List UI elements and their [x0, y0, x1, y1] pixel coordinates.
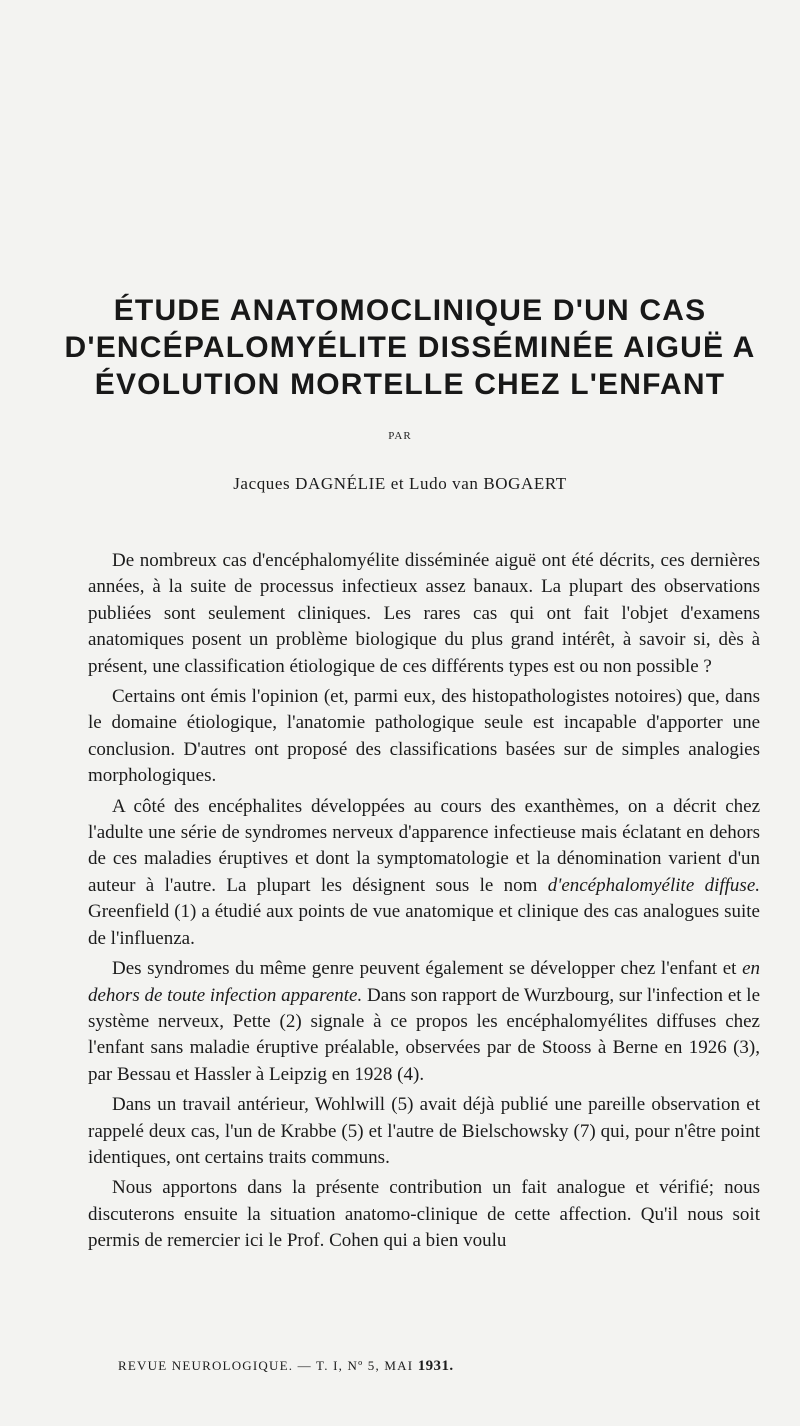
- byline-label: PAR: [388, 430, 412, 442]
- article-title: [60, 292, 760, 403]
- paragraph-4-text-b: Dans son rapport de Wurzbourg, sur l'infection et le système nerveux, Pette (2) signale à ce propos les encéphalomyélites diffuses chez l'enfant sans maladie éruptive préalable, observées par de Stooss à Berne en 1926 (3), par Bessau et Hassler à Leipzig en 1928 (4).: [88, 984, 760, 1085]
- running-footer: [118, 1358, 718, 1375]
- footer-journal: REVUE NEUROLOGIQUE. — T. I, Nº 5, MAI: [118, 1358, 418, 1373]
- footer-year: 1931.: [417, 1358, 454, 1374]
- title-line-3: ÉVOLUTION MORTELLE CHEZ L'ENFANT: [94, 368, 726, 401]
- paragraph-1: De nombreux cas d'encéphalomyélite disséminée aiguë ont été décrits, ces dernières années, à la suite de processus infectieux assez banaux. La plupart des observations publiées sont seulement cliniques. Les rares cas qui ont fait l'objet d'examens anatomiques posent un problème biologique du plus grand intérêt, à savoir si, dès à présent, une classification étiologique de ces différents types est ou non possible ?: [88, 550, 760, 677]
- paragraph-3: [88, 794, 760, 952]
- title-line-1: ÉTUDE ANATOMOCLINIQUE D'UN CAS: [113, 294, 707, 327]
- paragraph-4-text-a: Des syndromes du même genre peuvent également se développer chez l'enfant et: [112, 958, 743, 980]
- article-body: [88, 548, 760, 1259]
- paragraph-3-text-b: Greenfield (1) a étudié aux points de vue anatomique et clinique des cas analogues suite de l'influenza.: [88, 901, 760, 949]
- paragraph-4-italic: en dehors de toute infection apparente.: [88, 958, 760, 1006]
- authors: Jacques DAGNÉLIE et Ludo van BOGAERT: [233, 474, 567, 493]
- paragraph-6: Nous apportons dans la présente contribution un fait analogue et vérifié; nous discuterons ensuite la situation anatomo-clinique de cette affection. Qu'il nous soit permis de remercier ici le Prof. Cohen qui a bien voulu: [88, 1177, 760, 1252]
- paragraph-2: Certains ont émis l'opinion (et, parmi eux, des histopathologistes notoires) que, dans le domaine étiologique, l'anatomie pathologique seule est incapable d'apporter une conclusion. D'autres ont proposé des classifications basées sur de simples analogies morphologiques.: [88, 686, 760, 787]
- paragraph-3-italic: d'encéphalomyélite diffuse.: [547, 874, 760, 896]
- title-line-2: D'ENCÉPALOMYÉLITE DISSÉMINÉE AIGUË A: [64, 331, 756, 364]
- paragraph-4: [88, 956, 760, 1088]
- paragraph-3-text-a: A côté des encéphalites développées au cours des exanthèmes, on a décrit chez l'adulte une série de syndromes nerveux d'apparence infectieuse mais éclatant en dehors de ces maladies éruptives et dont la symptomatologie et la dénomination varient d'un auteur à l'autre. La plupart les désignent sous le nom: [88, 795, 760, 896]
- paragraph-5: Dans un travail antérieur, Wohlwill (5) avait déjà publié une pareille observation et rappelé deux cas, l'un de Krabbe (5) et l'autre de Bielschowsky (7) qui, pour n'être point identiques, ont certains traits communs.: [88, 1094, 760, 1168]
